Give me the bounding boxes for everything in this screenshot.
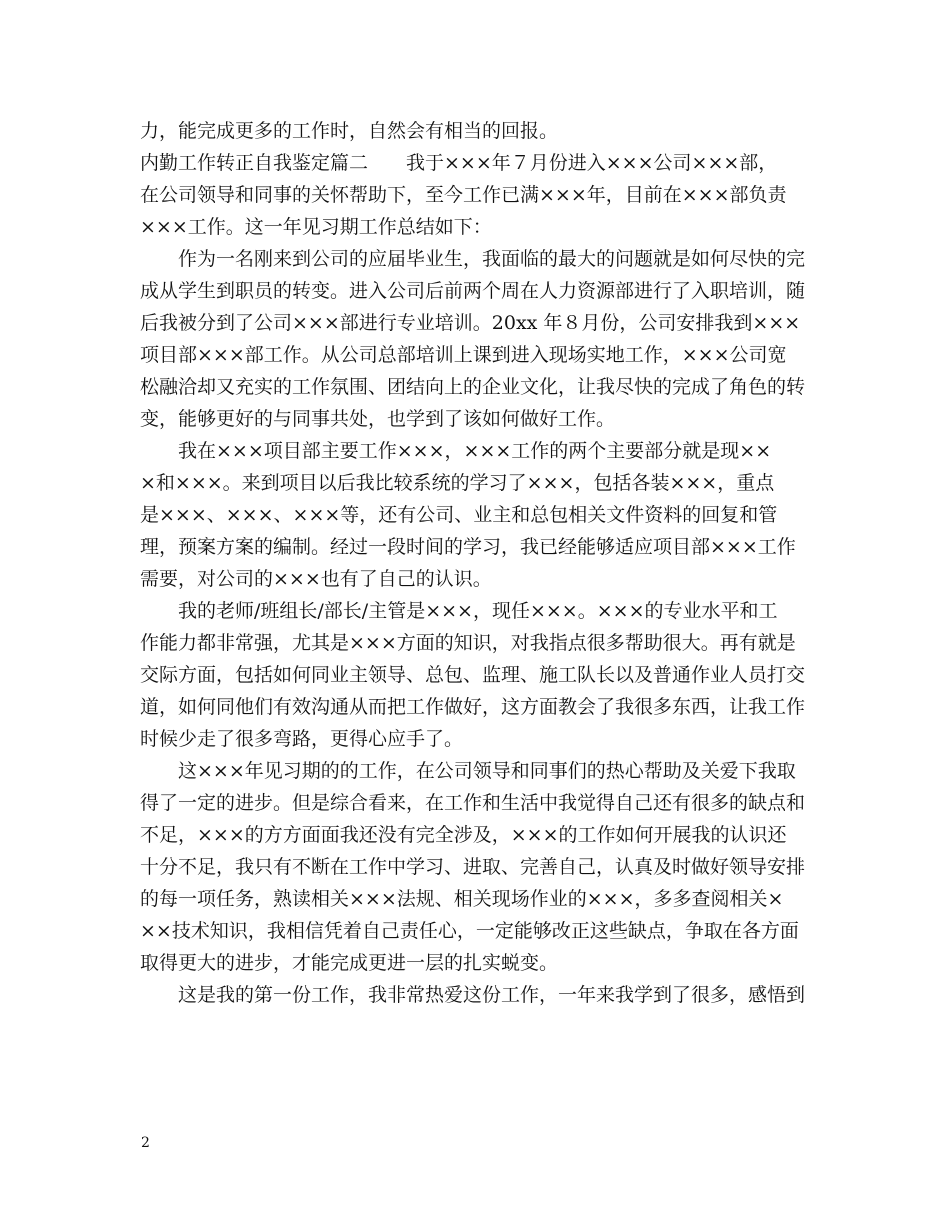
text-line: 在公司领导和同事的关怀帮助下，至今工作已满×××年，目前在×××部负责 — [140, 184, 787, 206]
text-line: 这是我的第一份工作，我非常热爱这份工作，一年来我学到了很多，感悟到 — [140, 984, 806, 1006]
text-line: 后我被分到了公司×××部进行专业培训。20xx 年８月份，公司安排我到××× — [140, 312, 801, 334]
text-line: 变，能够更好的与同事共处，也学到了该如何做好工作。 — [140, 408, 616, 430]
text-lines — [140, 115, 812, 1011]
text-line: ×××工作。这一年见习期工作总结如下： — [140, 216, 492, 238]
text-line: 的每一项任务，熟读相关×××法规、相关现场作业的×××，多多查阅相关× — [140, 888, 784, 910]
page-number: 2 — [141, 1135, 150, 1151]
text-line: 道，如何同他们有效沟通从而把工作做好，这方面教会了我很多东西，让我工作 — [140, 696, 806, 718]
document-body — [140, 115, 812, 1011]
text-line: 理，预案方案的编制。经过一段时间的学习，我已经能够适应项目部×××工作 — [140, 536, 796, 558]
text-line: 不足，×××的方方面面我还没有完全涉及，×××的工作如何开展我的认识还 — [140, 824, 787, 846]
text-line: 得了一定的进步。但是综合看来，在工作和生活中我觉得自己还有很多的缺点和 — [140, 792, 806, 814]
text-line: ××技术知识，我相信凭着自己责任心，一定能够改正这些缺点，争取在各方面 — [140, 920, 799, 942]
text-line: 松融洽却又充实的工作氛围、团结向上的企业文化，让我尽快的完成了角色的转 — [140, 376, 806, 398]
text-line: 项目部×××部工作。从公司总部培训上课到进入现场实地工作，×××公司宽 — [140, 344, 787, 366]
text-line: 取得更大的进步，才能完成更进一层的扎实蜕变。 — [140, 952, 559, 974]
text-line: 十分不足，我只有不断在工作中学习、进取、完善自己，认真及时做好领导安排 — [140, 856, 806, 878]
text-line: 作能力都非常强，尤其是×××方面的知识，对我指点很多帮助很大。再有就是 — [140, 632, 796, 654]
text-line: 作为一名刚来到公司的应届毕业生，我面临的最大的问题就是如何尽快的完 — [140, 248, 806, 270]
text-line: 这×××年见习期的的工作，在公司领导和同事们的热心帮助及关爱下我取 — [140, 760, 796, 782]
text-line: 时候少走了很多弯路，更得心应手了。 — [140, 728, 464, 750]
text-line: 需要，对公司的×××也有了自己的认识。 — [140, 568, 492, 590]
text-line: 交际方面，包括如何同业主领导、总包、监理、施工队长以及普通作业人员打交 — [140, 664, 806, 686]
text-line: ×和×××。来到项目以后我比较系统的学习了×××，包括各装×××，重点 — [140, 472, 775, 494]
text-line: 力，能完成更多的工作时，自然会有相当的回报。 — [140, 120, 559, 142]
text-line: 是×××、×××、×××等，还有公司、业主和总包相关文件资料的回复和管 — [140, 504, 778, 526]
text-line: 成从学生到职员的转变。进入公司后前两个周在人力资源部进行了入职培训，随 — [140, 280, 806, 302]
text-line: 我的老师/班组长/部长/主管是×××，现任×××。×××的专业水平和工 — [140, 600, 778, 622]
text-line: 内勤工作转正自我鉴定篇二 我于×××年７月份进入×××公司×××部， — [140, 152, 778, 174]
text-line: 我在×××项目部主要工作×××，×××工作的两个主要部分就是现×× — [140, 440, 772, 462]
